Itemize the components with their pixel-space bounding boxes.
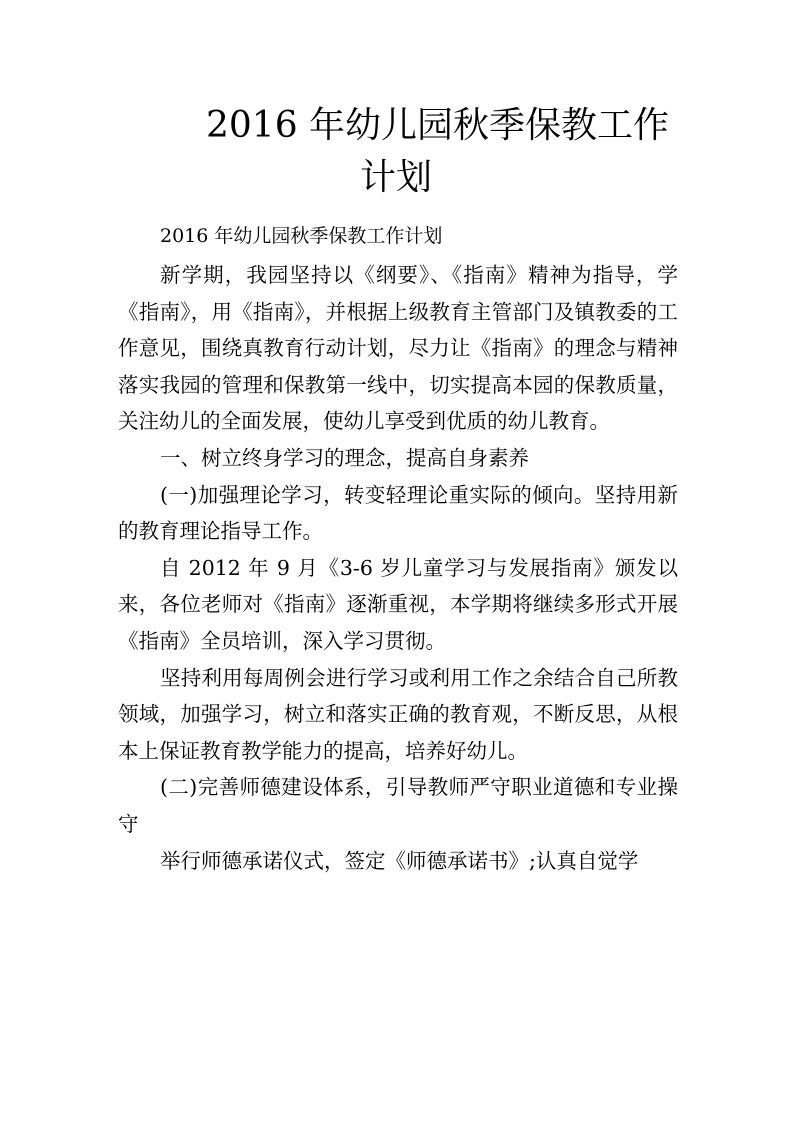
paragraph-weekly-study: 坚持利用每周例会进行学习或利用工作之余结合自己所教领域，加强学习，树立和落实正确的教育观，不断反思，从根本上保证教育教学能力的提高，培养好幼儿。 (118, 665, 678, 763)
section-heading-1: 一、树立终身学习的理念，提高自身素养 (160, 445, 529, 470)
subsection-heading-1: (一)加强理论学习，转变轻理论重实际的倾向。坚持用新的教育理论指导工作。 (118, 482, 678, 544)
title-line-1: 2016 年幼儿园秋季保教工作 (206, 105, 670, 146)
title-line-2: 计划 (360, 157, 433, 198)
paragraph-intro: 新学期，我园坚持以《纲要》、《指南》精神为指导，学《指南》，用《指南》，并根据上级教育主管部门及镇教委的工作意见，围绕真教育行动计划，尽力让《指南》的理念与精神落实我园的管理和保教第一线中，切实提高本园的保教质量，关注幼儿的全面发展，使幼儿享受到优质的幼儿教育。 (118, 263, 678, 434)
document-subtitle: 2016 年幼儿园秋季保教工作计划 (160, 225, 443, 247)
paragraph-guideline: 自 2012 年 9 月《3-6 岁儿童学习与发展指南》颁发以来，各位老师对《指南》逐渐重视，本学期将继续多形式开展《指南》全员培训，深入学习贯彻。 (118, 555, 678, 653)
document-body (118, 257, 678, 879)
subsection-heading-2: (二)完善师德建设体系，引导教师严守职业道德和专业操守 (118, 775, 678, 836)
document-title (160, 100, 680, 204)
paragraph-ethics-pledge: 举行师德承诺仪式，签定《师德承诺书》;认真自觉学 (160, 848, 639, 873)
